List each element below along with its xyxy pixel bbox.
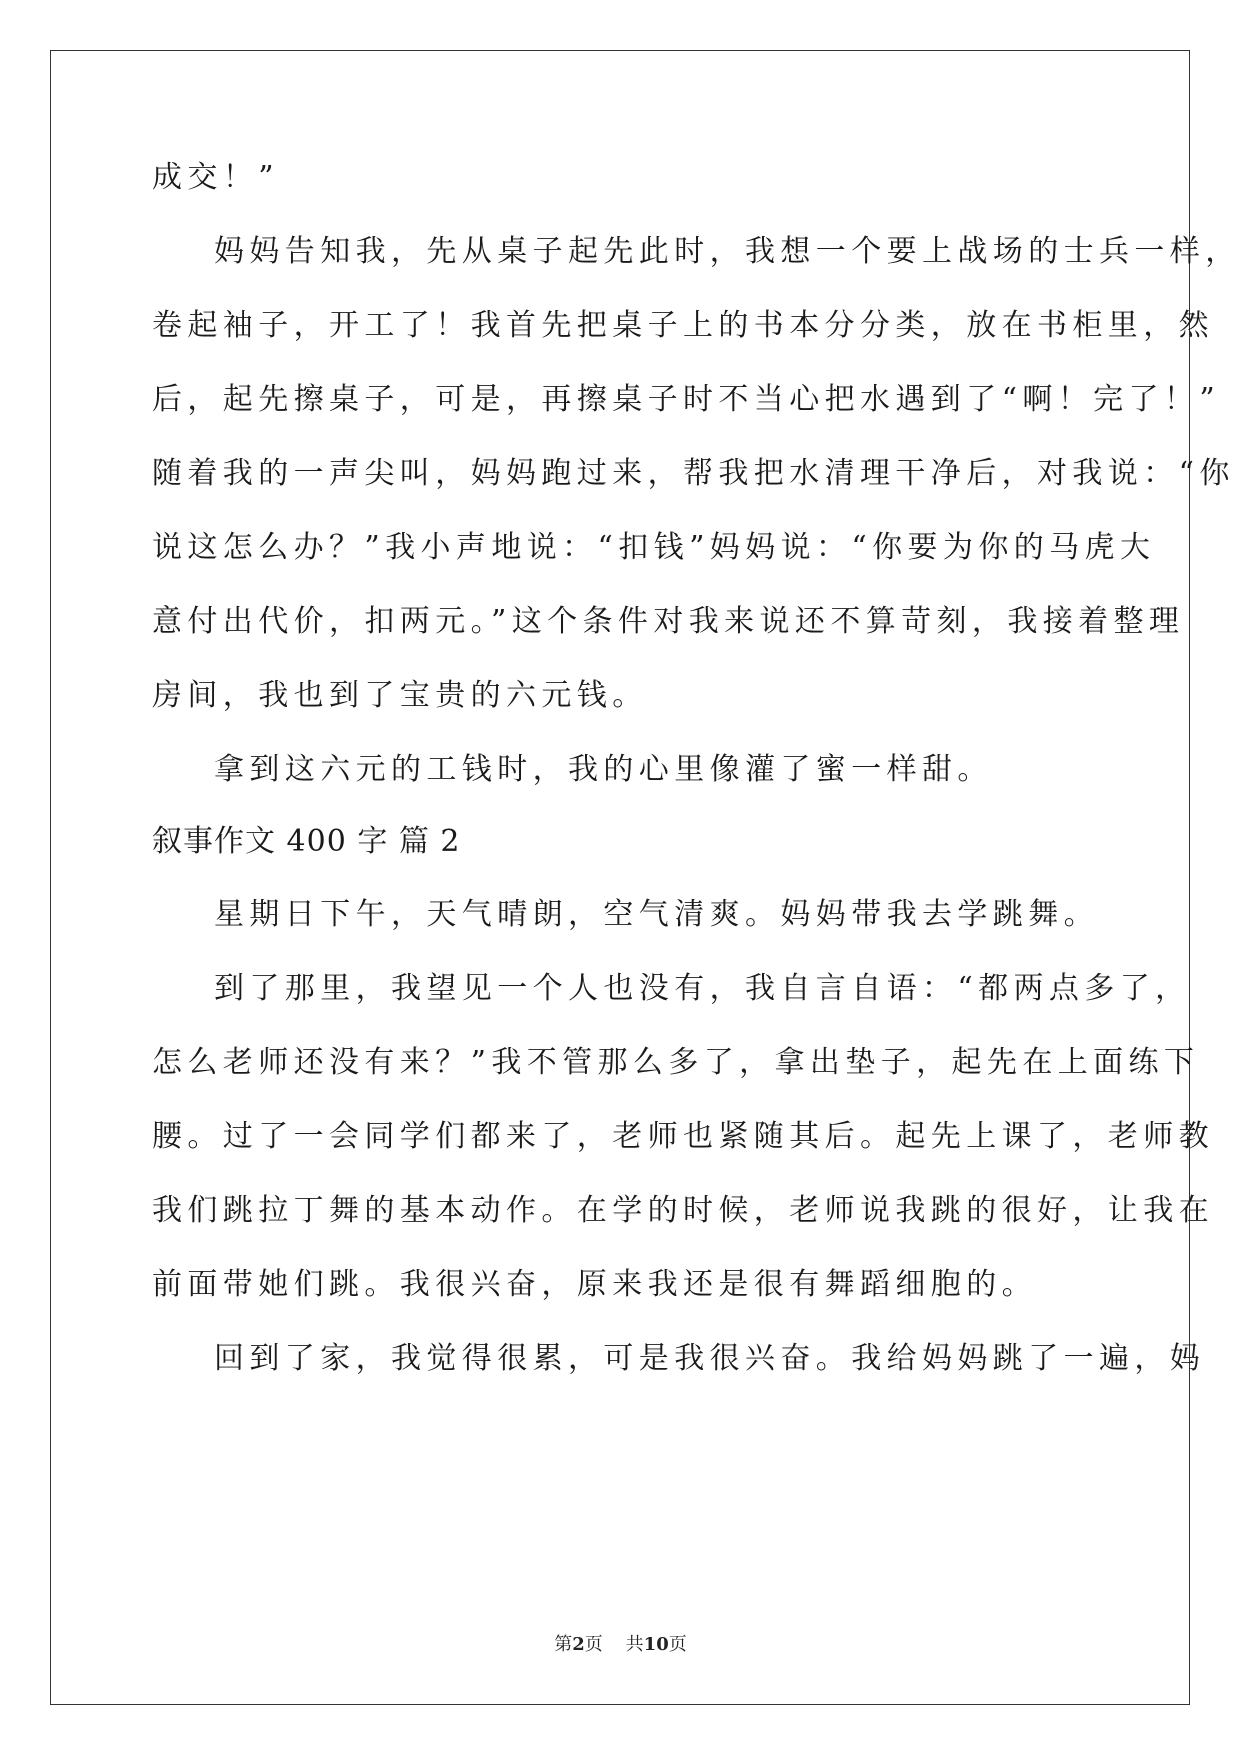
page-number: 2	[572, 1634, 585, 1655]
page-suffix: 页	[584, 1634, 603, 1655]
text-line: 意付出代价，扣两元。”这个条件对我来说还不算苛刻，我接着整理	[152, 604, 1185, 639]
text-line: 说这怎么办？”我小声地说：“扣钱”妈妈说：“你要为你的马虎大	[152, 530, 1156, 565]
page-footer	[0, 1633, 1241, 1657]
text-line: 妈妈告知我，先从桌子起先此时，我想一个要上战场的士兵一样，	[214, 234, 1241, 269]
page-border	[50, 50, 1190, 1705]
text-line: 到了那里，我望见一个人也没有，我自言自语：“都两点多了，	[214, 971, 1191, 1006]
text-line: 后，起先擦桌子，可是，再擦桌子时不当心把水遇到了“啊！完了！”	[152, 382, 1221, 417]
text-line: 我们跳拉丁舞的基本动作。在学的时候，老师说我跳的很好，让我在	[152, 1193, 1214, 1228]
text-line: 房间，我也到了宝贵的六元钱。	[152, 678, 648, 713]
text-line: 随着我的一声尖叫，妈妈跑过来，帮我把水清理干净后，对我说：“你	[152, 456, 1235, 491]
section-heading: 叙事作文 400 字 篇 2	[152, 824, 461, 859]
total-suffix: 页	[668, 1634, 687, 1655]
text-line: 卷起袖子，开工了！我首先把桌子上的书本分分类，放在书柜里，然	[152, 308, 1214, 343]
text-line: 前面带她们跳。我很兴奋，原来我还是很有舞蹈细胞的。	[152, 1267, 1037, 1302]
text-line: 腰。过了一会同学们都来了，老师也紧随其后。起先上课了，老师教	[152, 1119, 1214, 1154]
total-prefix: 共	[625, 1634, 644, 1655]
text-line: 星期日下午，天气晴朗，空气清爽。妈妈带我去学跳舞。	[214, 897, 1099, 932]
text-line: 成交！”	[152, 160, 279, 195]
text-line: 拿到这六元的工钱时，我的心里像灌了蜜一样甜。	[214, 752, 993, 787]
page-prefix: 第	[554, 1634, 573, 1655]
total-pages: 10	[643, 1634, 669, 1655]
text-line: 回到了家，我觉得很累，可是我很兴奋。我给妈妈跳了一遍，妈	[214, 1341, 1206, 1376]
text-line: 怎么老师还没有来？”我不管那么多了，拿出垫子，起先在上面练下	[152, 1045, 1200, 1080]
